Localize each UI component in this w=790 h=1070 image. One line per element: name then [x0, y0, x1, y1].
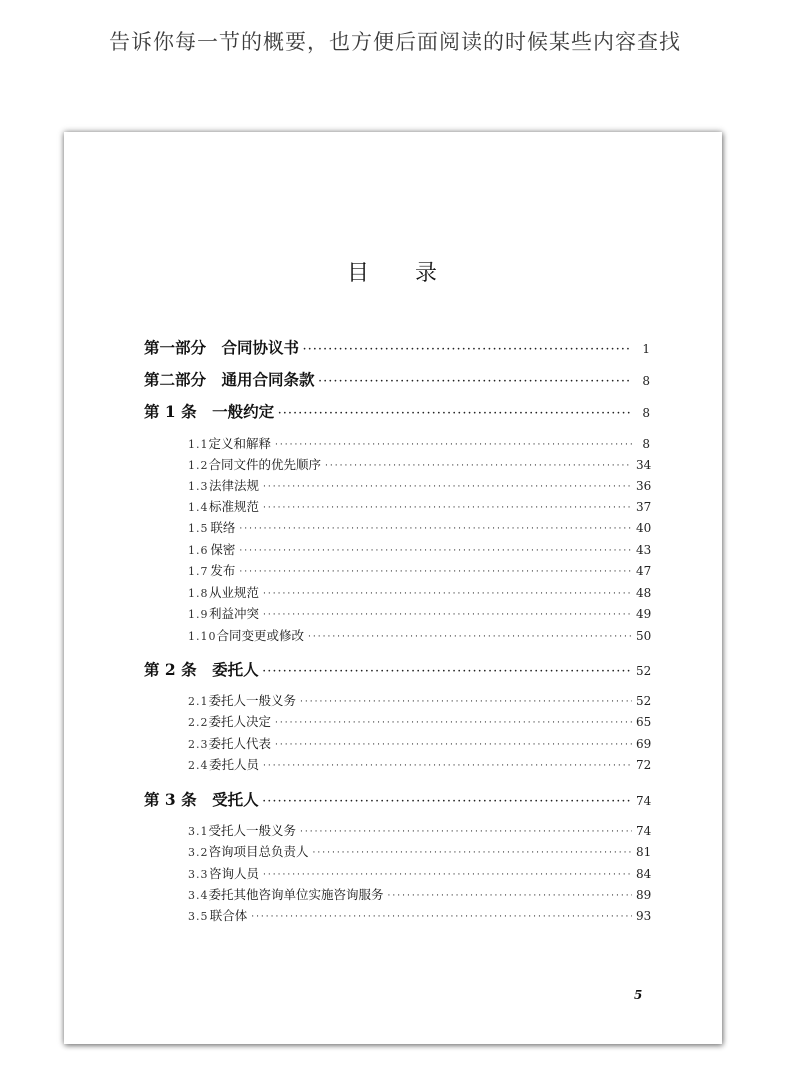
toc-entry-page: 37	[636, 500, 652, 514]
toc-entry-number: 1.10	[188, 630, 217, 643]
toc-entry-label: 委托其他咨询单位实施咨询服务	[208, 887, 384, 902]
toc-entry[interactable]	[144, 336, 650, 358]
toc-entry-label: 委托人员	[209, 757, 260, 772]
toc-entry[interactable]	[188, 434, 650, 452]
toc-entry[interactable]	[188, 518, 650, 536]
toc-entry-label: 法律法规	[209, 478, 260, 493]
toc-entry-number: 1.1	[188, 438, 209, 451]
toc-entry-label: 联络	[210, 520, 236, 535]
toc-entry-number: 1.3	[188, 480, 209, 493]
toc-leader-dots	[275, 719, 632, 728]
toc-entry[interactable]	[188, 455, 650, 473]
toc-entry[interactable]	[144, 400, 650, 422]
toc-entry-page: 89	[636, 888, 652, 902]
toc-entry-page: 52	[636, 664, 652, 678]
toc-entry[interactable]	[188, 561, 650, 579]
toc-entry-number: 2.4	[188, 759, 209, 772]
toc-entry-number: 3.4	[188, 889, 209, 902]
toc-entry[interactable]	[144, 658, 650, 680]
toc-entry[interactable]	[144, 368, 650, 390]
toc-entry-label: 合同变更或修改	[216, 628, 305, 643]
toc-entry-page: 65	[636, 715, 652, 729]
toc-entry-label: 受托人一般义务	[208, 823, 297, 838]
toc-entry-page: 74	[636, 794, 652, 808]
toc-leader-dots	[313, 849, 632, 858]
toc-entry-page: 43	[636, 543, 652, 557]
toc-entry-number: 1.9	[188, 608, 209, 621]
toc-entry[interactable]	[144, 788, 650, 810]
toc-leader-dots	[251, 913, 632, 922]
toc-leader-dots	[263, 611, 632, 620]
toc-title-char-1: 目	[346, 261, 371, 286]
toc-entry-page: 36	[636, 479, 652, 493]
toc-entry-label: 咨询人员	[209, 866, 260, 881]
toc-entry-page: 8	[642, 374, 650, 388]
toc-entry-number: 1.8	[188, 587, 209, 600]
toc-entry-label: 合同文件的优先顺序	[208, 457, 322, 472]
toc-entry-page: 40	[636, 521, 652, 535]
toc-entry-label: 第 3 条 受托人	[144, 790, 259, 809]
toc-entry-page: 52	[636, 694, 652, 708]
toc-leader-dots	[275, 441, 632, 450]
toc-entry-page: 8	[642, 406, 650, 420]
toc-entry-page: 93	[636, 909, 652, 923]
toc-entry-page: 49	[636, 607, 652, 621]
toc-leader-dots	[263, 668, 632, 677]
toc-entry-label: 保密	[210, 542, 236, 557]
toc-leader-dots	[388, 892, 632, 901]
toc-entry[interactable]	[188, 885, 650, 903]
toc-entry-number: 1.2	[188, 459, 209, 472]
toc-entry-number: 2.2	[188, 716, 209, 729]
toc-entry-number: 3.1	[188, 825, 209, 838]
toc-entry[interactable]	[188, 734, 650, 752]
toc-entry-label: 联合体	[209, 908, 248, 923]
toc-entry-page: 47	[636, 564, 652, 578]
toc-leader-dots	[303, 346, 632, 355]
toc-entry[interactable]	[188, 906, 650, 924]
toc-title	[64, 256, 722, 287]
page-number: 5	[634, 988, 643, 1002]
toc-entry-page: 74	[636, 824, 652, 838]
toc-entry-number: 1.6	[188, 544, 209, 557]
toc-entry-page: 69	[636, 737, 652, 751]
toc-entry-label: 第 2 条 委托人	[144, 660, 259, 679]
toc-entry-number: 3.3	[188, 868, 209, 881]
toc-entry[interactable]	[188, 864, 650, 882]
toc-leader-dots	[300, 828, 632, 837]
toc-entry[interactable]	[188, 755, 650, 773]
document-page	[64, 132, 722, 1044]
toc-entry-label: 从业规范	[209, 585, 260, 600]
toc-entry-number: 3.5	[188, 910, 209, 923]
toc-entry-page: 84	[636, 867, 652, 881]
toc-entry[interactable]	[188, 583, 650, 601]
toc-entry-page: 8	[642, 437, 650, 451]
toc-entry[interactable]	[188, 626, 650, 644]
toc-entry-number: 1.5	[188, 522, 209, 535]
toc-entry-label: 第 1 条 一般约定	[144, 402, 275, 421]
toc-leader-dots	[300, 698, 632, 707]
toc-entry-number: 1.7	[188, 565, 209, 578]
toc-entry[interactable]	[188, 476, 650, 494]
toc-entry-label: 第一部分 合同协议书	[144, 338, 300, 357]
caption-text: 告诉你每一节的概要，也方便后面阅读的时候某些内容查找	[109, 30, 681, 54]
toc-leader-dots	[325, 462, 632, 471]
toc-leader-dots	[275, 741, 632, 750]
toc-leader-dots	[239, 525, 632, 534]
toc-entry-page: 48	[636, 586, 652, 600]
toc-entry-number: 2.1	[188, 695, 209, 708]
toc-title-char-2: 录	[415, 261, 440, 286]
toc-leader-dots	[263, 871, 632, 880]
toc-leader-dots	[239, 568, 632, 577]
toc-entry-label: 发布	[210, 563, 236, 578]
toc-entry-label: 委托人决定	[208, 714, 272, 729]
toc-entry[interactable]	[188, 712, 650, 730]
toc-entry-page: 1	[642, 342, 650, 356]
toc-entry[interactable]	[188, 821, 650, 839]
toc-entry[interactable]	[188, 842, 650, 860]
toc-leader-dots	[263, 762, 632, 771]
toc-entry-label: 标准规范	[209, 499, 260, 514]
toc-entry[interactable]	[188, 604, 650, 622]
toc-leader-dots	[319, 378, 632, 387]
toc-entry-page: 50	[636, 629, 652, 643]
toc-entry[interactable]	[188, 691, 650, 709]
toc-entry-label: 咨询项目总负责人	[208, 844, 309, 859]
toc-leader-dots	[308, 633, 632, 642]
toc-entry-number: 2.3	[188, 738, 209, 751]
toc-entry-number: 3.2	[188, 846, 209, 859]
toc-entry-number: 1.4	[188, 501, 209, 514]
toc-entry-page: 72	[636, 758, 652, 772]
toc-entry[interactable]	[188, 497, 650, 515]
toc-leader-dots	[263, 798, 632, 807]
toc-entry-label: 第二部分 通用合同条款	[144, 370, 315, 389]
toc-leader-dots	[278, 410, 632, 419]
toc-entry-label: 委托人一般义务	[208, 693, 297, 708]
toc-entry-page: 34	[636, 458, 652, 472]
toc-entry-label: 利益冲突	[209, 606, 260, 621]
toc-leader-dots	[263, 504, 632, 513]
toc-leader-dots	[263, 590, 632, 599]
toc-entry-page: 81	[636, 845, 652, 859]
toc-entry-label: 委托人代表	[208, 736, 272, 751]
toc-leader-dots	[239, 547, 632, 556]
toc-entry-label: 定义和解释	[208, 436, 272, 451]
toc-leader-dots	[263, 483, 632, 492]
toc-entry[interactable]	[188, 540, 650, 558]
